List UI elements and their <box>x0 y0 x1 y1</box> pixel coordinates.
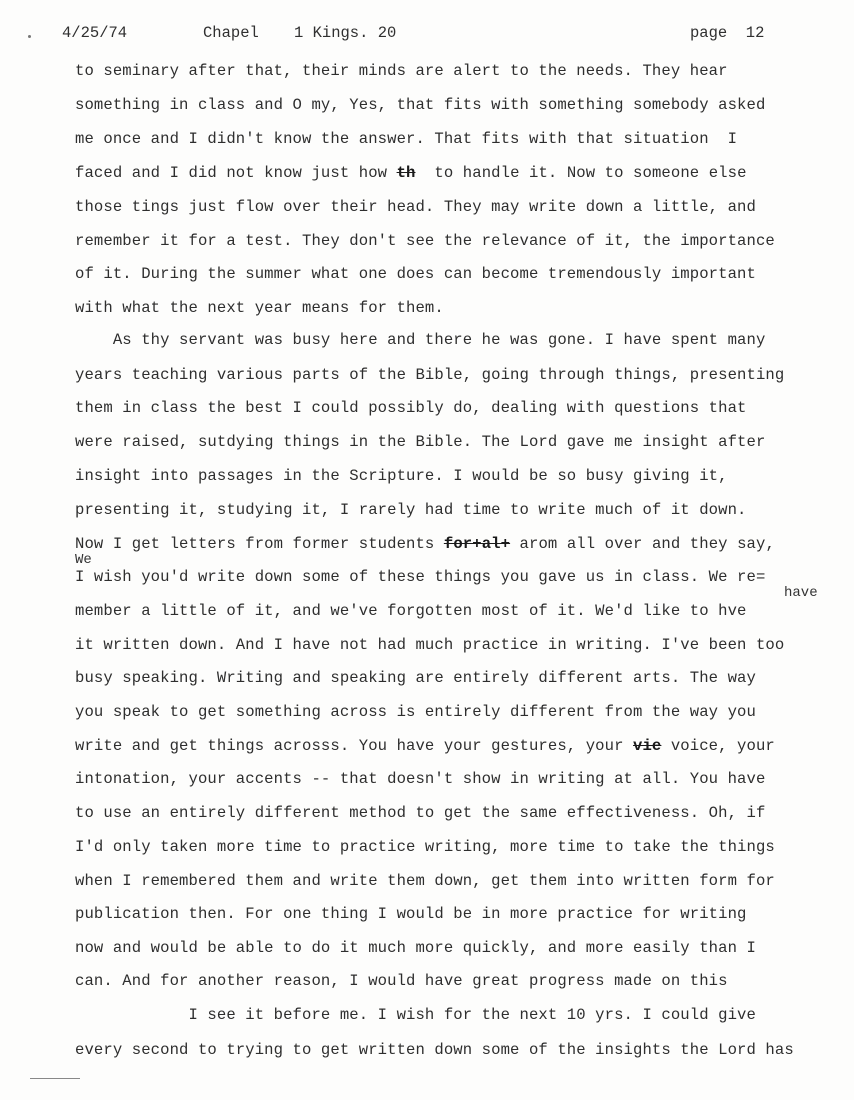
text-segment: write and get things acrosss. You have your gestures, your <box>75 737 634 755</box>
text-line: intonation, your accents -- that doesn't show in writing at all. You have <box>75 770 766 788</box>
text-line: publication then. For one thing I would be in more practice for writing <box>75 905 747 923</box>
text-line: busy speaking. Writing and speaking are entirely different arts. The way <box>75 669 756 687</box>
text-segment: Now I get letters from former students <box>75 535 444 553</box>
text-line: years teaching various parts of the Bible, going through things, presenting <box>75 366 785 384</box>
text-line: you speak to get something across is entirely different from the way you <box>75 703 756 721</box>
text-line: when I remembered them and write them down, get them into written form for <box>75 872 775 890</box>
text-line: something in class and O my, Yes, that fits with something somebody asked <box>75 96 766 114</box>
text-line: As thy servant was busy here and there he was gone. I have spent many <box>75 331 766 349</box>
text-line: to seminary after that, their minds are alert to the needs. They hear <box>75 62 728 80</box>
text-line: I wish you'd write down some of these things you gave us in class. We re= <box>75 568 766 586</box>
text-line: me once and I didn't know the answer. That fits with that situation I <box>75 130 738 148</box>
struck-text: th <box>396 164 416 182</box>
text-line: it written down. And I have not had much practice in writing. I've been too <box>75 636 785 654</box>
header-date: 4/25/74 <box>62 24 128 42</box>
text-line: presenting it, studying it, I rarely had time to write much of it down. <box>75 501 747 519</box>
text-line <box>75 736 775 756</box>
struck-text: vie <box>633 737 662 755</box>
text-line: now and would be able to do it much more quickly, and more easily than I <box>75 939 756 957</box>
margin-mark-top <box>28 35 31 38</box>
text-line: were raised, sutdying things in the Bible. The Lord gave me insight after <box>75 433 766 451</box>
text-line <box>75 534 775 554</box>
page-number: page 12 <box>690 24 765 42</box>
text-line: every second to trying to get written down some of the insights the Lord has <box>75 1041 794 1059</box>
text-segment: voice, your <box>661 737 775 755</box>
text-line: to use an entirely different method to get the same effectiveness. Oh, if <box>75 804 766 822</box>
text-line: them in class the best I could possibly do, dealing with questions that <box>75 399 747 417</box>
text-line: insight into passages in the Scripture. I would be so busy giving it, <box>75 467 728 485</box>
interlinear-insert: We <box>75 552 92 568</box>
text-line: those tings just flow over their head. They may write down a little, and <box>75 198 756 216</box>
text-line <box>75 163 747 183</box>
text-line: with what the next year means for them. <box>75 299 444 317</box>
text-line: can. And for another reason, I would have great progress made on this <box>75 972 728 990</box>
margin-mark-bottom <box>30 1078 80 1079</box>
struck-text: for+al+ <box>443 535 511 553</box>
text-segment: faced and I did not know just how <box>75 164 397 182</box>
text-line: member a little of it, and we've forgotten most of it. We'd like to hve <box>75 602 747 620</box>
text-line: I see it before me. I wish for the next 10 yrs. I could give <box>75 1006 756 1024</box>
text-line: I'd only taken more time to practice writing, more time to take the things <box>75 838 775 856</box>
header-reference: 1 Kings. 20 <box>294 24 397 42</box>
text-line: of it. During the summer what one does can become tremendously important <box>75 265 756 283</box>
text-line: remember it for a test. They don't see the relevance of it, the importance <box>75 232 775 250</box>
text-segment: to handle it. Now to someone else <box>415 164 747 182</box>
text-segment: arom all over and they say, <box>510 535 775 553</box>
header-location: Chapel <box>203 24 259 42</box>
interlinear-insert: have <box>784 585 818 601</box>
